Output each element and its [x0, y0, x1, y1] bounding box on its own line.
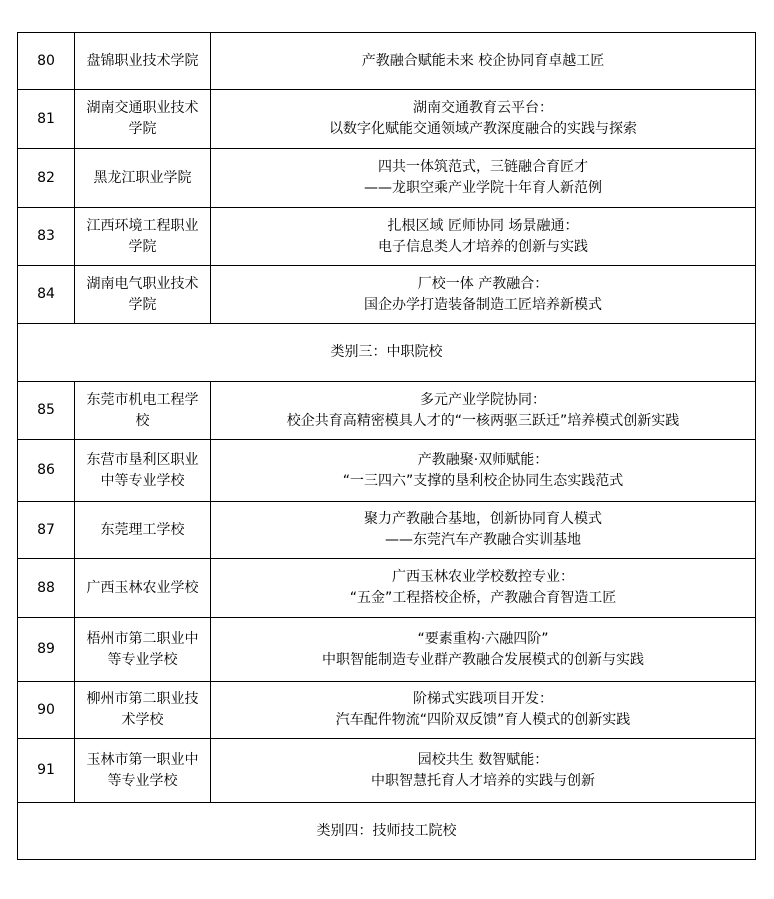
- table-row: [18, 440, 756, 502]
- school-name: 柳州市第二职业技术学校: [75, 682, 211, 739]
- school-name: 东营市垦利区职业中等专业学校: [75, 440, 211, 502]
- school-name: 湖南电气职业技术学院: [75, 266, 211, 324]
- project-title: 阶梯式实践项目开发： 汽车配件物流“四阶双反馈”育人模式的创新实践: [211, 682, 756, 739]
- project-title: 扎根区域 匠师协同 场景融通： 电子信息类人才培养的创新与实践: [211, 208, 756, 266]
- school-name: 盘锦职业技术学院: [75, 33, 211, 90]
- category-row: [18, 803, 756, 860]
- school-name: 东莞市机电工程学校: [75, 382, 211, 440]
- row-number: 81: [18, 90, 75, 149]
- row-number: 87: [18, 502, 75, 559]
- table-row: [18, 682, 756, 739]
- row-number: 82: [18, 149, 75, 208]
- school-name: 湖南交通职业技术学院: [75, 90, 211, 149]
- row-number: 89: [18, 618, 75, 682]
- table-row: [18, 266, 756, 324]
- project-title: 四共一体筑范式，三链融合育匠才 ——龙职空乘产业学院十年育人新范例: [211, 149, 756, 208]
- project-title: 湖南交通教育云平台： 以数字化赋能交通领域产教深度融合的实践与探索: [211, 90, 756, 149]
- table-row: [18, 90, 756, 149]
- table-row: [18, 739, 756, 803]
- table-row: [18, 502, 756, 559]
- project-title: “要素重构·六融四阶” 中职智能制造专业群产教融合发展模式的创新与实践: [211, 618, 756, 682]
- project-list-table: [17, 32, 756, 860]
- project-title: 广西玉林农业学校数控专业： “五金”工程搭校企桥，产教融合育智造工匠: [211, 559, 756, 618]
- school-name: 东莞理工学校: [75, 502, 211, 559]
- row-number: 86: [18, 440, 75, 502]
- category-heading: 类别四：技师技工院校: [18, 803, 756, 860]
- row-number: 91: [18, 739, 75, 803]
- row-number: 84: [18, 266, 75, 324]
- table-row: [18, 149, 756, 208]
- row-number: 80: [18, 33, 75, 90]
- project-title: 聚力产教融合基地，创新协同育人模式 ——东莞汽车产教融合实训基地: [211, 502, 756, 559]
- table-row: [18, 33, 756, 90]
- project-title: 园校共生 数智赋能： 中职智慧托育人才培养的实践与创新: [211, 739, 756, 803]
- project-title: 产教融聚·双师赋能： “一三四六”支撑的垦利校企协同生态实践范式: [211, 440, 756, 502]
- row-number: 88: [18, 559, 75, 618]
- table-row: [18, 382, 756, 440]
- school-name: 玉林市第一职业中等专业学校: [75, 739, 211, 803]
- category-heading: 类别三：中职院校: [18, 324, 756, 382]
- table-row: [18, 208, 756, 266]
- table-row: [18, 559, 756, 618]
- project-title: 产教融合赋能未来 校企协同育卓越工匠: [211, 33, 756, 90]
- row-number: 85: [18, 382, 75, 440]
- project-title: 多元产业学院协同： 校企共育高精密模具人才的“一核两驱三跃迁”培养模式创新实践: [211, 382, 756, 440]
- row-number: 83: [18, 208, 75, 266]
- category-row: [18, 324, 756, 382]
- project-title: 厂校一体 产教融合： 国企办学打造装备制造工匠培养新模式: [211, 266, 756, 324]
- row-number: 90: [18, 682, 75, 739]
- school-name: 广西玉林农业学校: [75, 559, 211, 618]
- table-row: [18, 618, 756, 682]
- school-name: 江西环境工程职业学院: [75, 208, 211, 266]
- school-name: 梧州市第二职业中等专业学校: [75, 618, 211, 682]
- school-name: 黑龙江职业学院: [75, 149, 211, 208]
